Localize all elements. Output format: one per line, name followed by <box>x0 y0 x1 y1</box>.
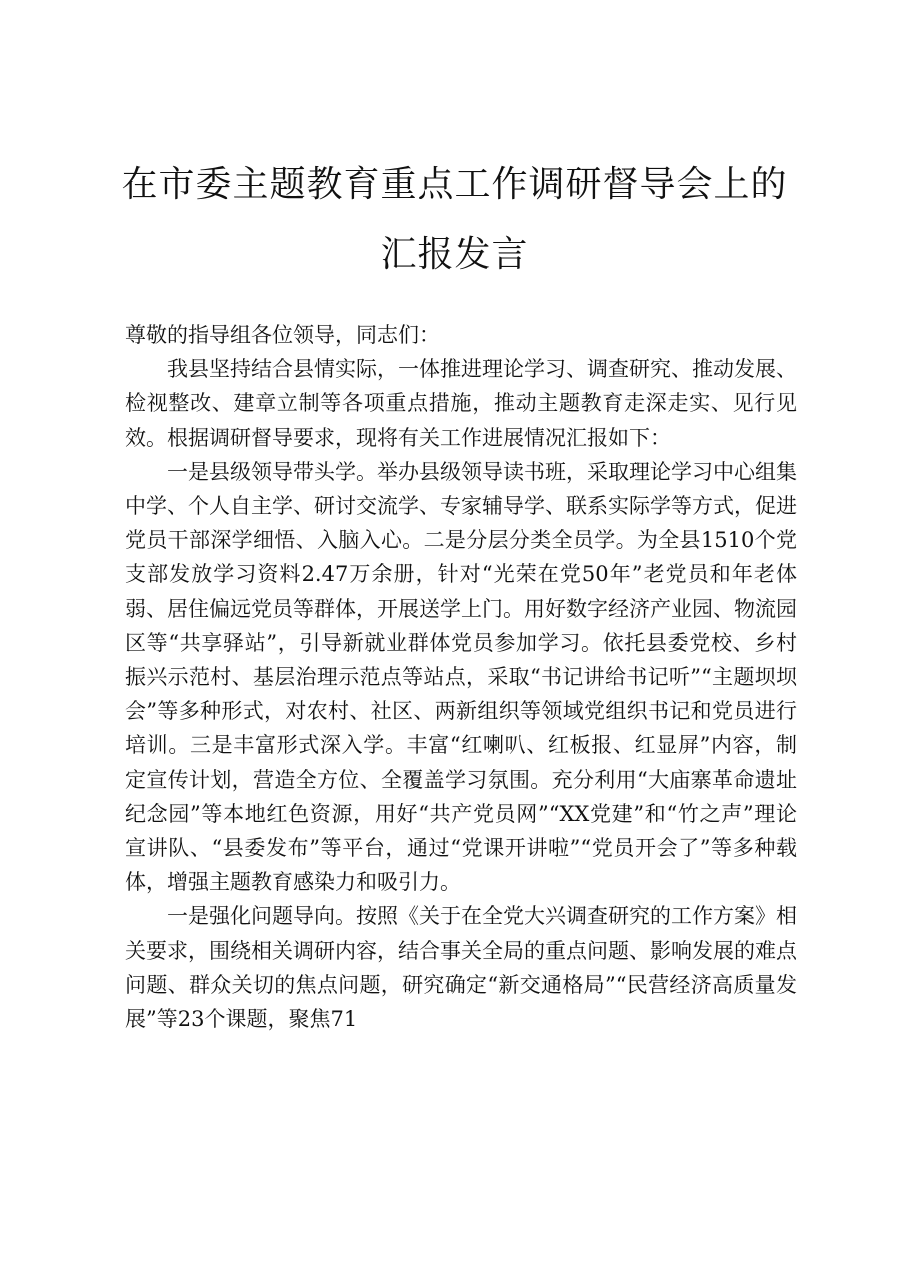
salutation: 尊敬的指导组各位领导，同志们： <box>125 323 440 347</box>
paragraph-intro: 我县坚持结合县情实际，一体推进理论学习、调查研究、推动发展、检视整改、建章立制等各项重点措施，推动主题教育走深走实、见行见效。根据调研督导要求，现将有关工作进展情况汇报如下： <box>125 357 797 450</box>
paragraph-study: 一是县级领导带头学。举办县级领导读书班，采取理论学习中心组集中学、个人自主学、研讨交流学、专家辅导学、联系实际学等方式，促进党员干部深学细悟、入脑入心。二是分层分类全员学。为全县1510个党支部发放学习资料2.47万余册，针对“光荣在党50年”老党员和年老体弱、居住偏远党员等群体，开展送学上门。用好数字经济产业园、物流园区等“共享驿站”，引导新就业群体党员参加学习。依托县委党校、乡村振兴示范村、基层治理示范点等站点，采取“书记讲给书记听”“主题坝坝会”等多种形式，对农村、社区、两新组织等领域党组织书记和党员进行培训。三是丰富形式深入学。丰富“红喇叭、红板报、红显屏”内容，制定宣传计划，营造全方位、全覆盖学习氛围。充分利用“大庙寨革命遗址纪念园”等本地红色资源，用好“共产党员网”“XX党建”和“竹之声”理论宣讲队、“县委发布”等平台，通过“党课开讲啦”“党员开会了”等多种载体，增强主题教育感染力和吸引力。 <box>125 459 797 895</box>
document-title: 在市委主题教育重点工作调研督导会上的汇报发言 <box>121 164 788 275</box>
document-body <box>125 318 797 1036</box>
paragraph-problem-orientation: 一是强化问题导向。按照《关于在全党大兴调查研究的工作方案》相关要求，围绕相关调研内容，结合事关全局的重点问题、影响发展的难点问题、群众关切的焦点问题，研究确定“新交通格局”“民营经济高质量发展”等23个课题，聚焦71 <box>125 904 797 1032</box>
